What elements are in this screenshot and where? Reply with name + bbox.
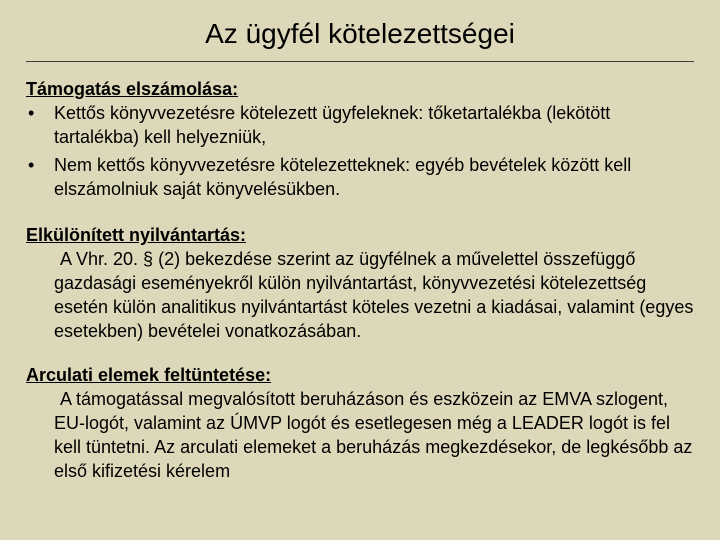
section-heading-arculat: Arculati elemek feltüntetése: xyxy=(26,365,272,385)
bullet-icon: • xyxy=(28,155,35,175)
section-body-arculat: A támogatással megvalósított beruházáson és eszközein az EMVA szlogent, EU-logót, valamint az ÚMVP logót és esetlegesen még a LEADER logót is fel kell tüntetni. Az arculati elemeket a beruházás megkezdésekor, de legkésőbb az első kifizetési kérelem xyxy=(54,389,693,481)
bullet-item xyxy=(26,101,696,149)
slide-title: Az ügyfél kötelezettségei xyxy=(205,18,515,49)
title-divider xyxy=(26,61,694,62)
section-spacer xyxy=(26,205,696,223)
bullet-text: Nem kettős könyvvezetésre kötelezetteknek: egyéb bevételek között kell elszámolniuk saját könyvelésükben. xyxy=(54,155,632,199)
bullet-item xyxy=(26,153,696,201)
section-body-nyilvantartas: A Vhr. 20. § (2) bekezdése szerint az ügyfélnek a művelettel összefüggő gazdasági eseményekről külön nyilvántartást, könyvvezetési kötelezettség esetén külön analitikus nyilvántartást köteles vezetni a kiadásai, valamint (egyes esetekben) bevételei vonatkozásában. xyxy=(54,249,694,341)
bullet-icon: • xyxy=(28,103,35,123)
section-heading-elszamolas: Támogatás elszámolása: xyxy=(26,79,239,99)
bullet-text: Kettős könyvvezetésre kötelezett ügyfeleknek: tőketartalékba (lekötött tartalékba) kell helyezniük, xyxy=(54,103,611,147)
slide-content xyxy=(26,77,696,483)
section-spacer xyxy=(26,343,696,363)
bullet-list xyxy=(26,101,696,201)
section-heading-nyilvantartas: Elkülönített nyilvántartás: xyxy=(26,225,247,245)
